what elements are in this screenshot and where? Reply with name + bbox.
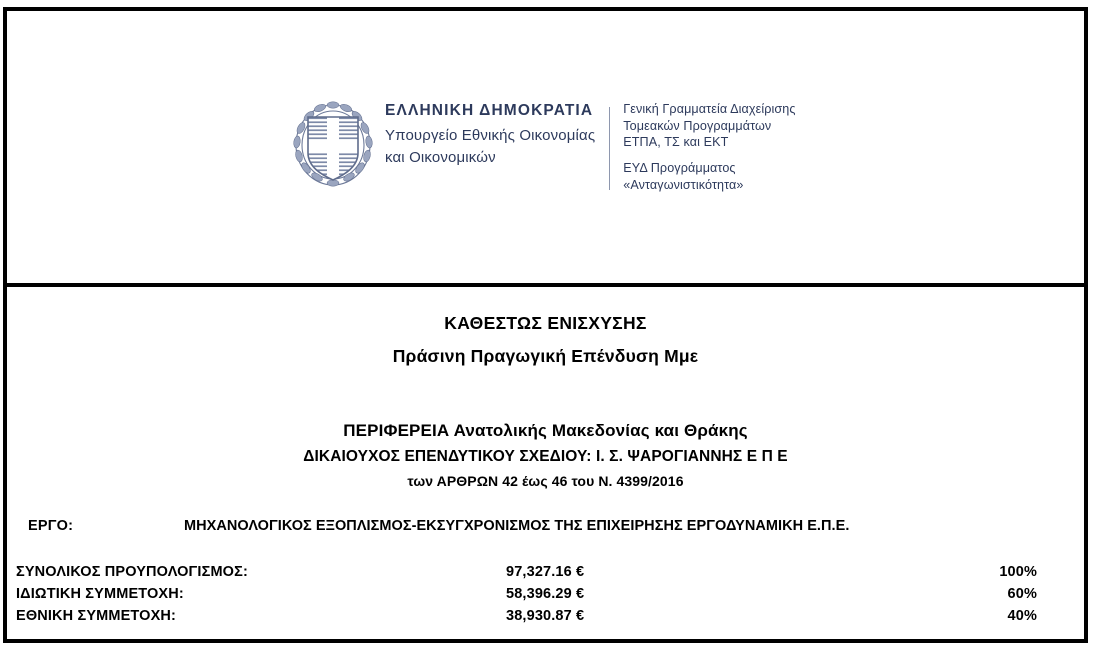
budget-amount-total: 97,327.16 € <box>506 564 585 581</box>
managing-authority-block <box>610 97 795 194</box>
document-body <box>7 287 1084 639</box>
authority-line-4: ΕΥΔ Προγράμματος <box>623 161 736 176</box>
aid-scheme-block <box>7 313 1084 368</box>
authority-group-programmes <box>623 101 795 151</box>
aid-scheme-title: ΚΑΘΕΣΤΩΣ ΕΝΙΣΧΥΣΗΣ <box>444 313 647 333</box>
region-line: ΠΕΡΙΦΕΡΕΙΑ Ανατολικής Μακεδονίας και Θράκης <box>343 420 748 440</box>
greek-coat-of-arms-icon <box>290 97 376 189</box>
aid-scheme-subtitle: Πράσινη Πραγωγική Επένδυση Μμε <box>392 345 699 366</box>
table-row <box>7 586 1094 608</box>
ministry-name: ΕΛΛΗΝΙΚΗ ΔΗΜΟΚΡΑΤΙΑ <box>385 102 594 119</box>
budget-table <box>7 564 1094 630</box>
legal-articles-line: των ΑΡΘΡΩΝ 42 έως 46 του Ν. 4399/2016 <box>407 472 684 489</box>
authority-line-5: «Ανταγωνιστικότητα» <box>623 177 744 192</box>
project-row <box>7 518 1084 542</box>
project-title: ΜΗΧΑΝΟΛΟΓΙΚΟΣ ΕΞΟΠΛΙΣΜΟΣ-ΕΚΣΥΓΧΡΟΝΙΣΜΟΣ ΤΗΣ ΕΠΙΧΕΙΡΗΣΗΣ ΕΡΓΟΔΥΝΑΜΙΚΗ Ε.Π.Ε. <box>184 518 850 535</box>
ministry-subtitle-line-2: και Οικονομικών <box>385 148 496 166</box>
ministry-subtitle-line-1: Υπουργείο Εθνικής Οικονομίας <box>385 127 596 145</box>
authority-line-3: ΕΤΠΑ, ΤΣ και ΕΚΤ <box>623 135 729 150</box>
budget-percent-private: 60% <box>1007 586 1037 603</box>
beneficiary-line: ΔΙΚΑΙΟΥΧΟΣ ΕΠΕΝΔΥΤΙΚΟΥ ΣΧΕΔΙΟΥ: Ι. Σ. ΨΑΡΟΓΙΑΝΝΗΣ Ε Π Ε <box>303 447 788 465</box>
institutional-logo-block <box>290 97 796 194</box>
budget-percent-national: 40% <box>1007 608 1037 625</box>
budget-percent-total: 100% <box>999 564 1037 581</box>
ministry-block <box>385 97 609 194</box>
table-row <box>7 608 1094 630</box>
budget-label-private: ΙΔΙΩΤΙΚΗ ΣΥΜΜΕΤΟΧΗ: <box>16 586 184 603</box>
project-label: ΕΡΓΟ: <box>28 518 74 535</box>
region-beneficiary-block <box>7 420 1084 490</box>
budget-label-total: ΣΥΝΟΛΙΚΟΣ ΠΡΟΥΠΟΛΟΓΙΣΜΟΣ: <box>16 564 248 581</box>
budget-label-national: ΕΘΝΙΚΗ ΣΥΜΜΕΤΟΧΗ: <box>16 608 177 625</box>
authority-line-2: Τομεακών Προγραμμάτων <box>623 118 772 133</box>
table-row <box>7 564 1094 586</box>
header-band <box>7 11 1084 287</box>
authority-group-programme-name <box>623 160 795 193</box>
logo-text-lockup <box>385 97 796 194</box>
authority-line-1: Γενική Γραμματεία Διαχείρισης <box>623 102 796 116</box>
budget-amount-private: 58,396.29 € <box>506 586 585 603</box>
document-frame <box>3 7 1088 643</box>
budget-amount-national: 38,930.87 € <box>506 608 585 625</box>
